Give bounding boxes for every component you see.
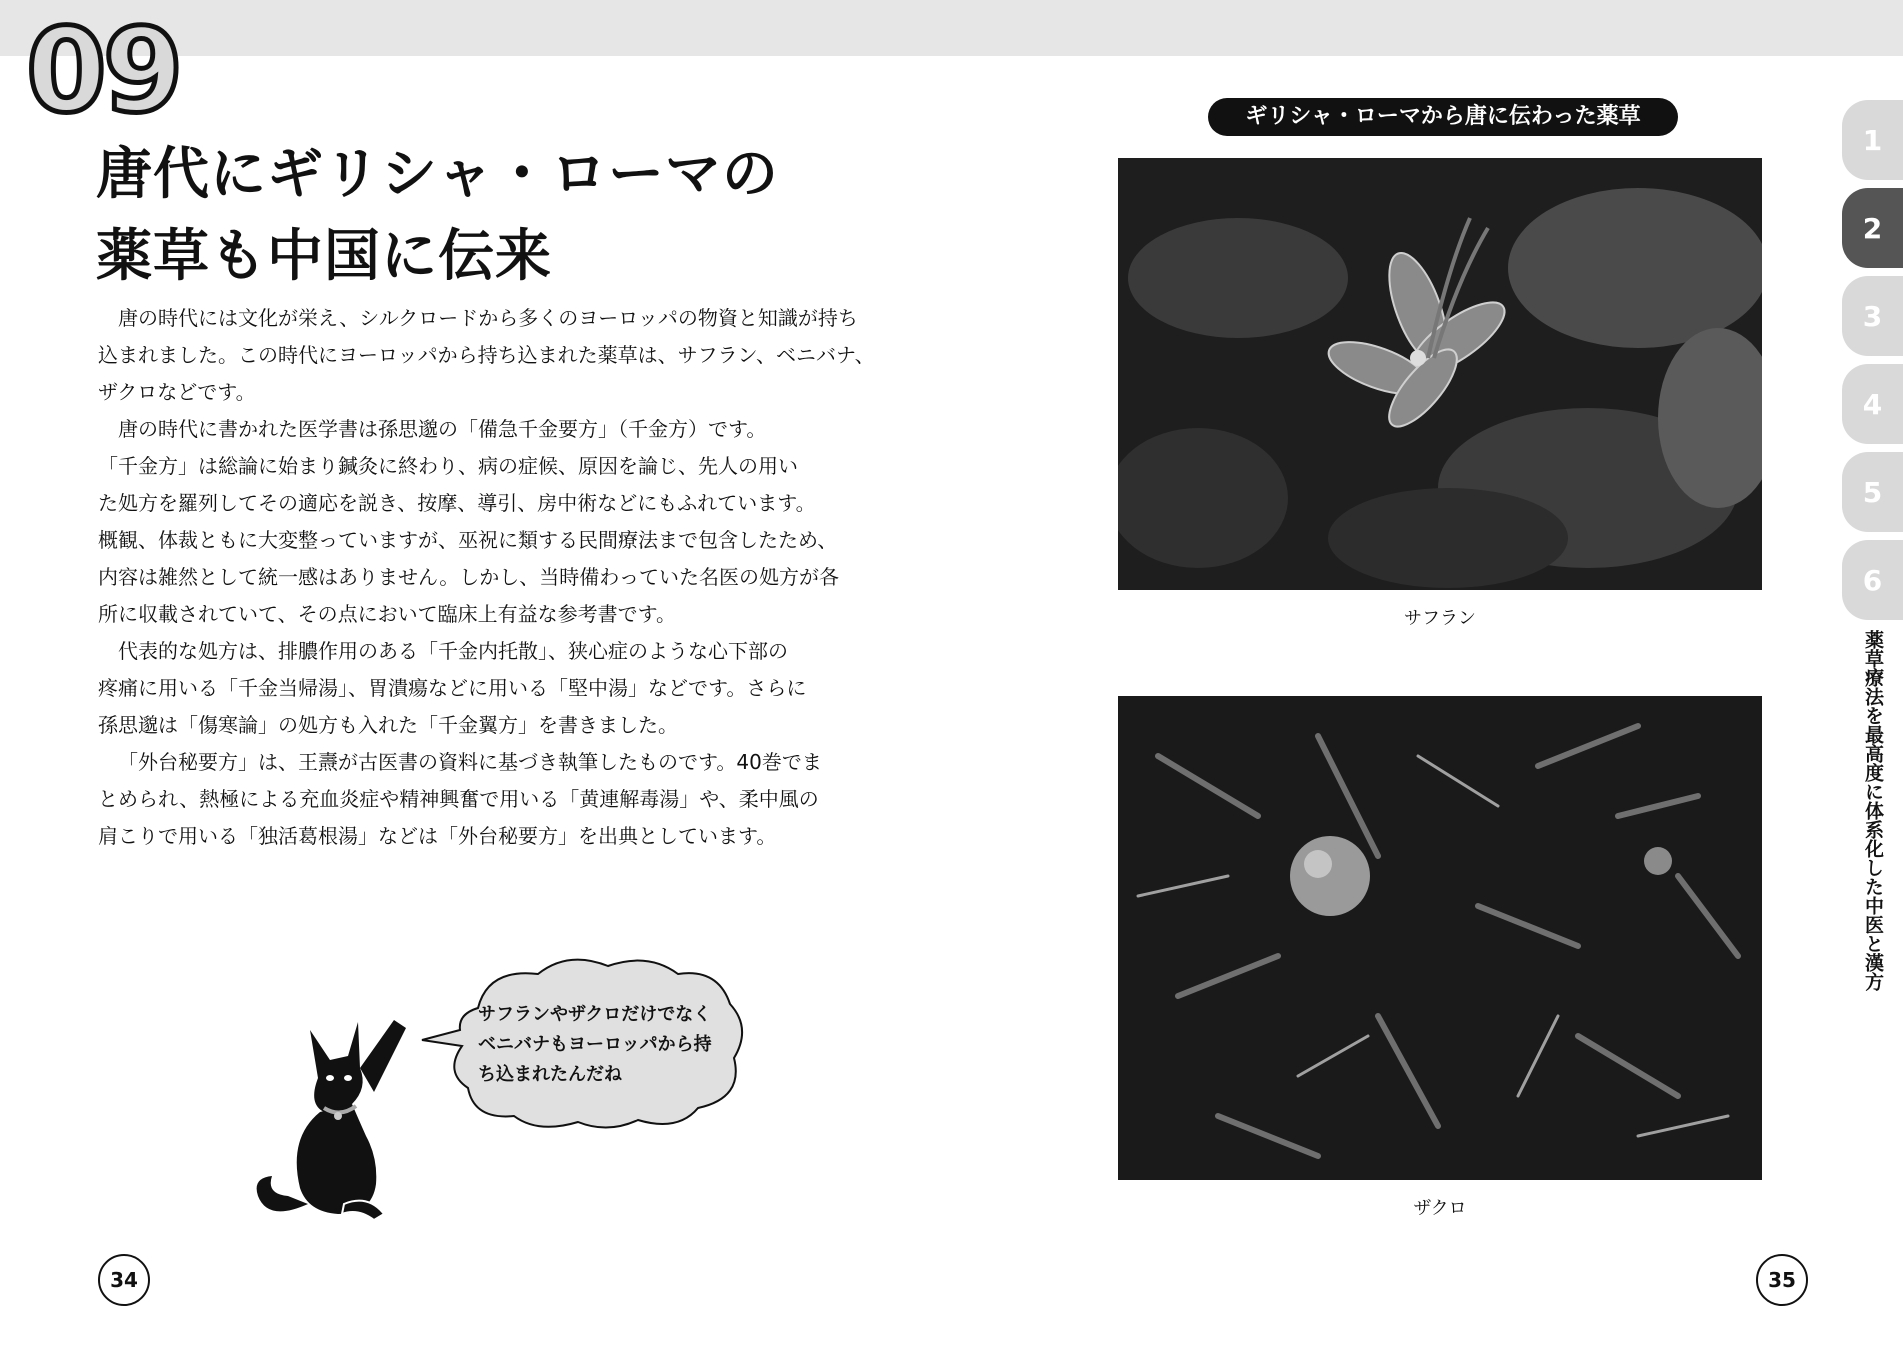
- body-line: 所に収載されていて、その点において臨床上有益な参考書です。: [98, 602, 676, 626]
- chapter-tab-3[interactable]: 3: [1842, 276, 1903, 356]
- top-banner: [0, 0, 1903, 56]
- chapter-tab-5[interactable]: 5: [1842, 452, 1903, 532]
- page-title: [96, 134, 779, 298]
- body-line: 孫思邈は「傷寒論」の処方も入れた「千金翼方」を書きました。: [98, 713, 678, 737]
- saffron-photo: [1118, 158, 1762, 590]
- body-line: 唐の時代に書かれた医学書は孫思邈の「備急千金要方」（千金方）です。: [118, 417, 767, 441]
- pomegranate-photo: [1118, 696, 1762, 1180]
- chapter-number: 09: [26, 4, 180, 139]
- body-line: 代表的な処方は、排膿作用のある「千金内托散」、狭心症のような心下部の: [118, 639, 788, 663]
- body-line: 疼痛に用いる「千金当帰湯」、胃潰瘍などに用いる「堅中湯」などです。さらに: [98, 676, 807, 700]
- body-line: 唐の時代には文化が栄え、シルクロードから多くのヨーロッパの物資と知識が持ち: [118, 306, 858, 330]
- black-cat-illustration: [248, 1008, 408, 1228]
- section-label: ギリシャ・ローマから唐に伝わった薬草: [1208, 98, 1678, 136]
- title-line-1: 唐代にギリシャ・ローマの: [96, 142, 779, 207]
- pomegranate-caption: ザクロ: [1413, 1198, 1467, 1219]
- bubble-line: サフランやザクロだけでなく: [478, 1004, 712, 1025]
- page-number-right: 35: [1756, 1254, 1808, 1306]
- chapter-tab-4[interactable]: 4: [1842, 364, 1903, 444]
- chapter-tab-6[interactable]: 6: [1842, 540, 1903, 620]
- body-line: とめられ、熱極による充血炎症や精神興奮で用いる「黄連解毒湯」や、柔中風の: [98, 787, 819, 811]
- body-line: 「千金方」は総論に始まり鍼灸に終わり、病の症候、原因を論じ、先人の用い: [98, 454, 798, 478]
- page-number-left: 34: [98, 1254, 150, 1306]
- body-line: ザクロなどです。: [98, 380, 256, 404]
- bubble-line: ベニバナもヨーロッパから持: [478, 1034, 712, 1055]
- body-text: [98, 300, 875, 855]
- title-line-2: 薬草も中国に伝来: [96, 224, 552, 289]
- body-line: 込まれました。この時代にヨーロッパから持ち込まれた薬草は、サフラン、ベニバナ、: [98, 343, 875, 367]
- bubble-line: ち込まれたんだね: [478, 1064, 622, 1085]
- body-line: 「外台秘要方」は、王燾が古医書の資料に基づき執筆したものです。40巻でま: [118, 750, 822, 774]
- body-line: 内容は雑然として統一感はありません。しかし、当時備わっていた名医の処方が各: [98, 565, 839, 589]
- chapter-tab-2[interactable]: 2: [1842, 188, 1903, 268]
- body-line: た処方を羅列してその適応を説き、按摩、導引、房中術などにもふれています。: [98, 491, 816, 515]
- body-line: 概観、体裁ともに大変整っていますが、巫祝に類する民間療法まで包含したため、: [98, 528, 838, 552]
- chapter-tab-1[interactable]: 1: [1842, 100, 1903, 180]
- speech-bubble-text: [478, 1000, 728, 1090]
- side-chapter-label: 薬草療法を最高度に体系化した中医と漢方: [1862, 630, 1884, 991]
- saffron-caption: サフラン: [1404, 608, 1476, 629]
- body-line: 肩こりで用いる「独活葛根湯」などは「外台秘要方」を出典としています。: [98, 824, 777, 848]
